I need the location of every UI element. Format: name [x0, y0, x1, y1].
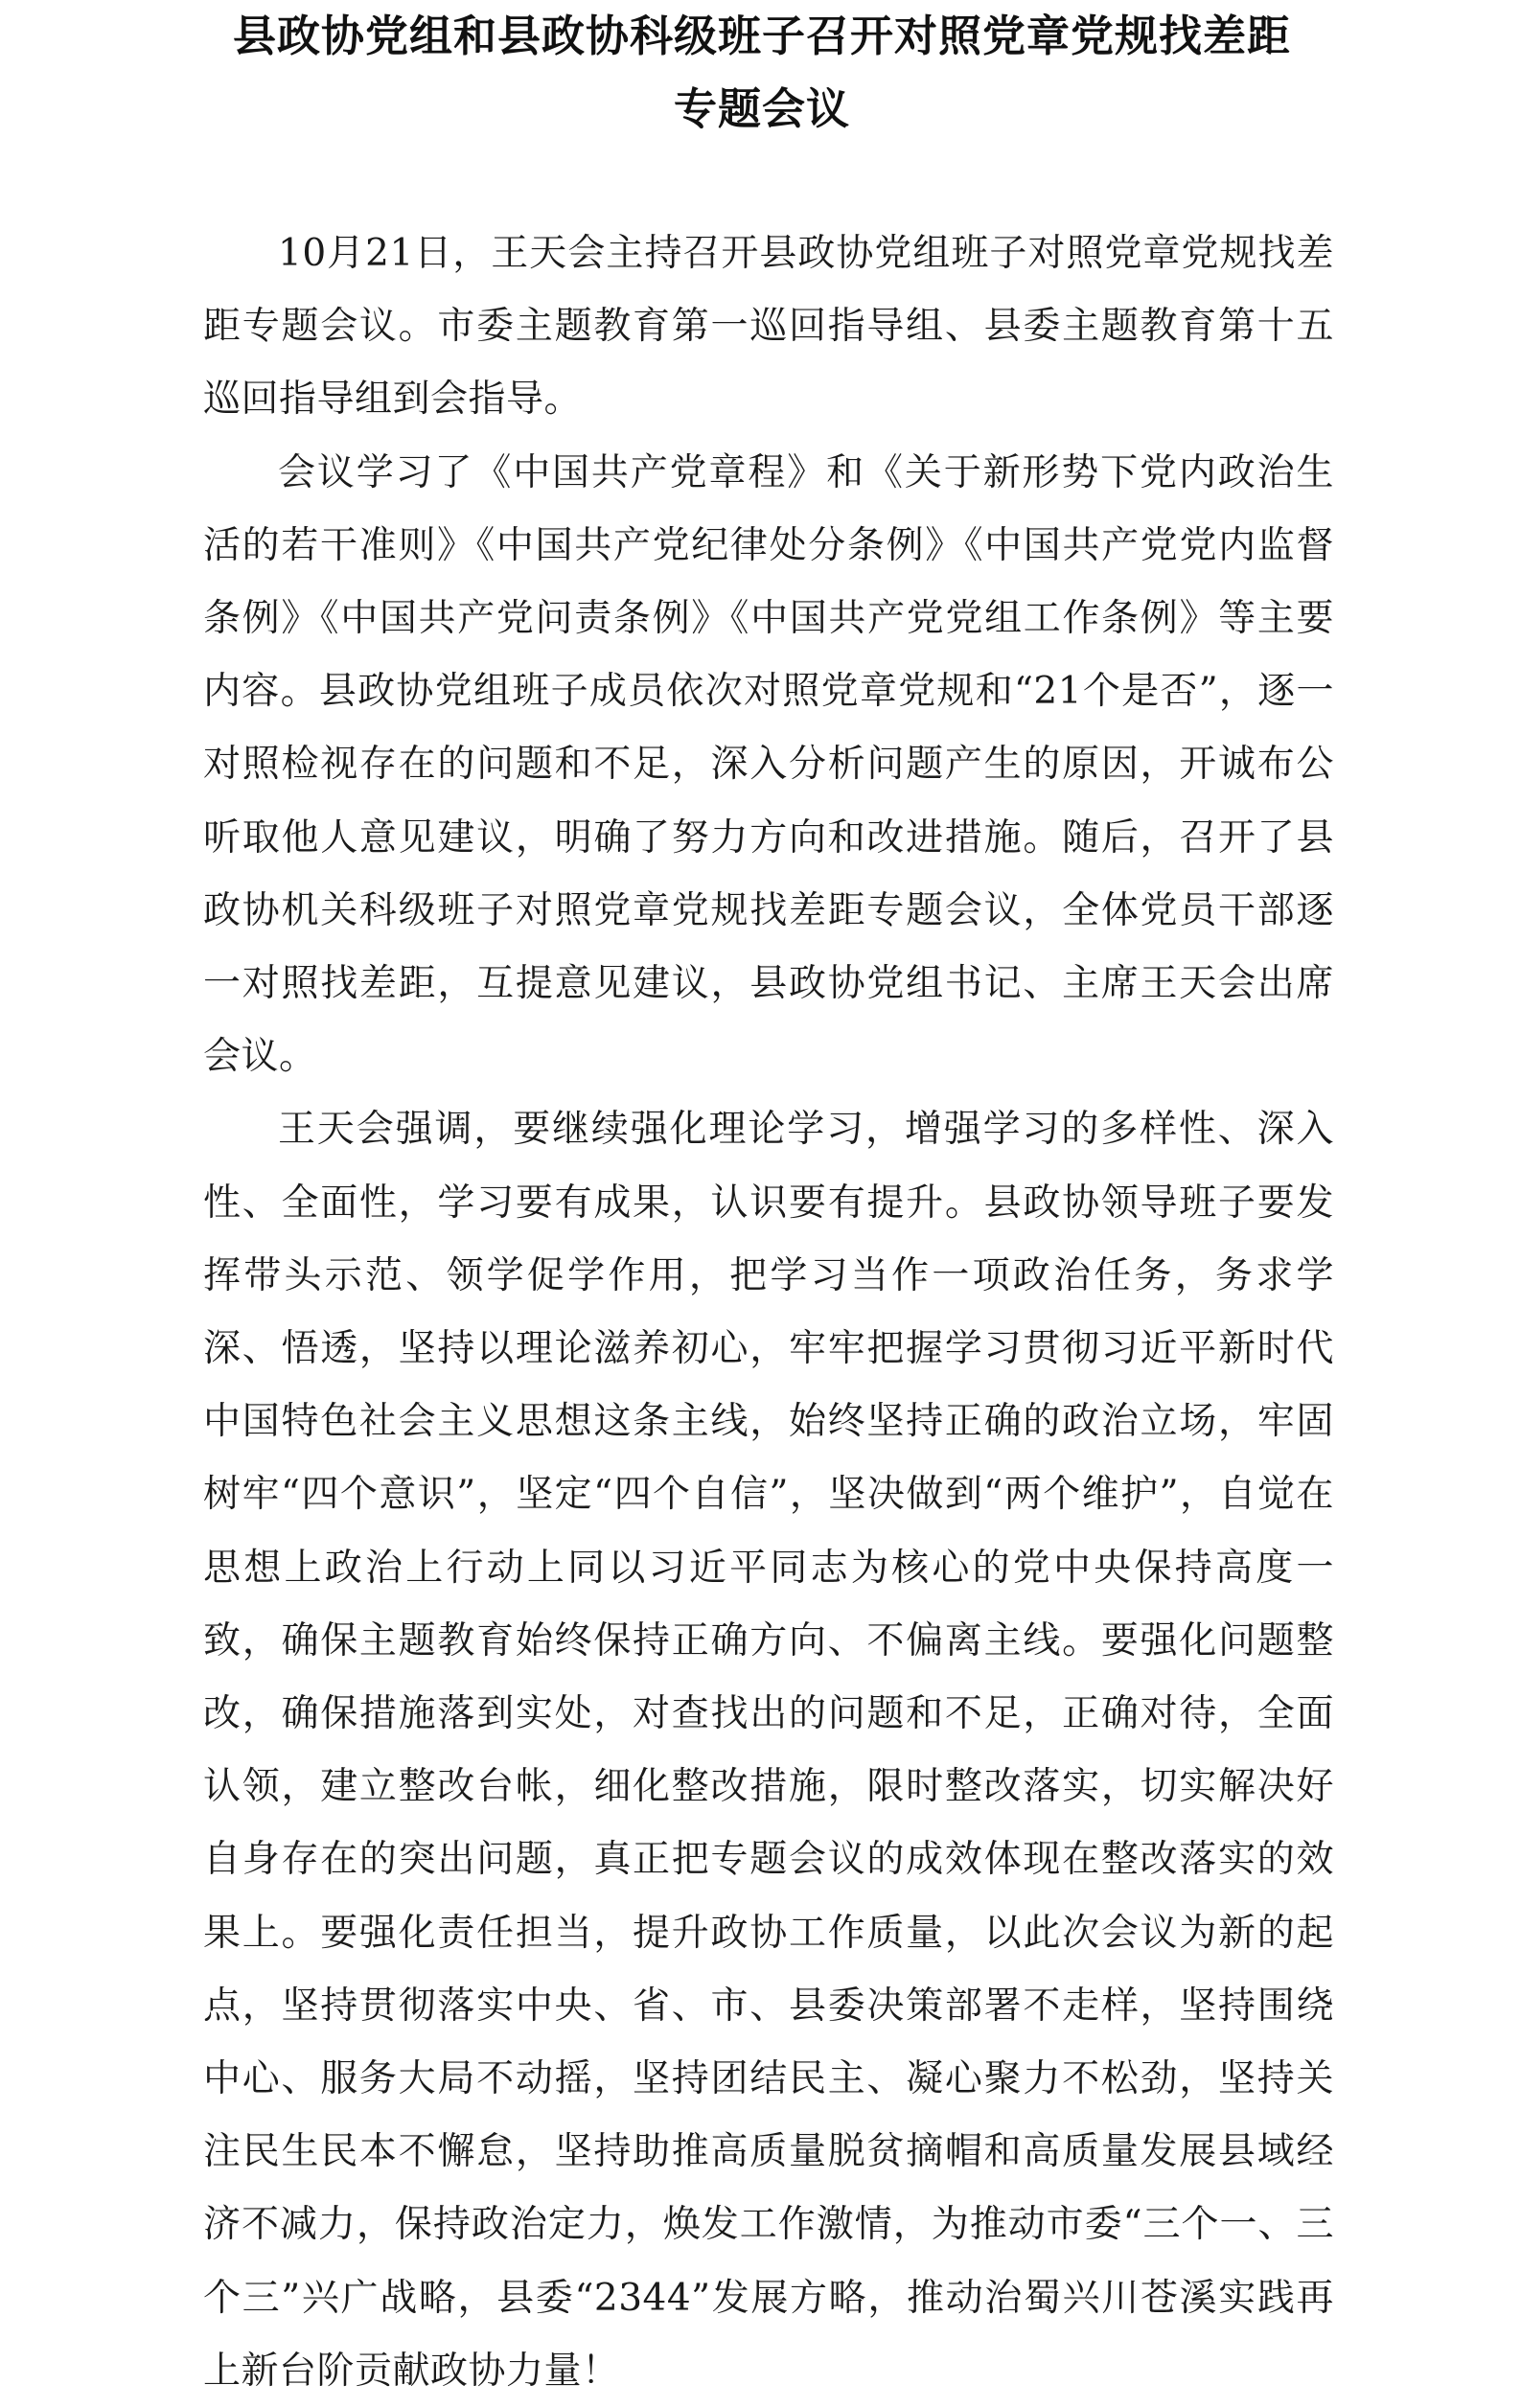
title-line-2: 专题会议 — [673, 83, 850, 134]
document-title — [192, 0, 1332, 146]
paragraph-opening: 10月21日，王天会主持召开县政协党组班子对照党章党规找差距专题会议。市委主题教育第一巡回指导组、县委主题教育第十五巡回指导组到会指导。 — [203, 232, 1334, 422]
paragraph-emphasis: 王天会强调，要继续强化理论学习，增强学习的多样性、深入性、全面性，学习要有成果，认识要有提升。县政协领导班子要发挥带头示范、领学促学作用，把学习当作一项政治任务，务求学深、悟透，坚持以理论滋养初心，牢牢把握学习贯彻习近平新时代中国特色社会主义思想这条主线，始终坚持正确的政治立场，牢固树牢“四个意识”，坚定“四个自信”，坚决做到“两个维护”，自觉在思想上政治上行动上同以习近平同志为核心的党中央保持高度一致，确保主题教育始终保持正确方向、不偏离主线。要强化问题整改，确保措施落到实处，对查找出的问题和不足，正确对待，全面认领，建立整改台帐，细化整改措施，限时整改落实，切实解决好自身存在的突出问题，真正把专题会议的成效体现在整改落实的效果上。要强化责任担当，提升政协工作质量，以此次会议为新的起点，坚持贯彻落实中央、省、市、县委决策部署不走样，坚持围绕中心、服务大局不动摇，坚持团结民主、凝心聚力不松劲，坚持关注民生民本不懈怠，坚持助推高质量脱贫摘帽和高质量发展县域经济不减力，保持政治定力，焕发工作激情，为推动市委“三个一、三个三”兴广战略，县委“2344”发展方略，推动治蜀兴川苍溪实践再上新台阶贡献政协力量！ — [203, 1108, 1334, 2393]
paragraph-study: 会议学习了《中国共产党章程》和《关于新形势下党内政治生活的若干准则》《中国共产党纪律处分条例》《中国共产党党内监督条例》《中国共产党问责条例》《中国共产党党组工作条例》等主要内容。县政协党组班子成员依次对照党章党规和“21个是否”，逐一对照检视存在的问题和不足，深入分析问题产生的原因，开诚布公听取他人意见建议，明确了努力方向和改进措施。随后，召开了县政协机关科级班子对照党章党规找差距专题会议，全体党员干部逐一对照找差距，互提意见建议，县政协党组书记、主席王天会出席会议。 — [203, 450, 1334, 1079]
title-line-1: 县政协党组和县政协科级班子召开对照党章党规找差距 — [232, 11, 1291, 61]
document-body — [203, 218, 1334, 2408]
